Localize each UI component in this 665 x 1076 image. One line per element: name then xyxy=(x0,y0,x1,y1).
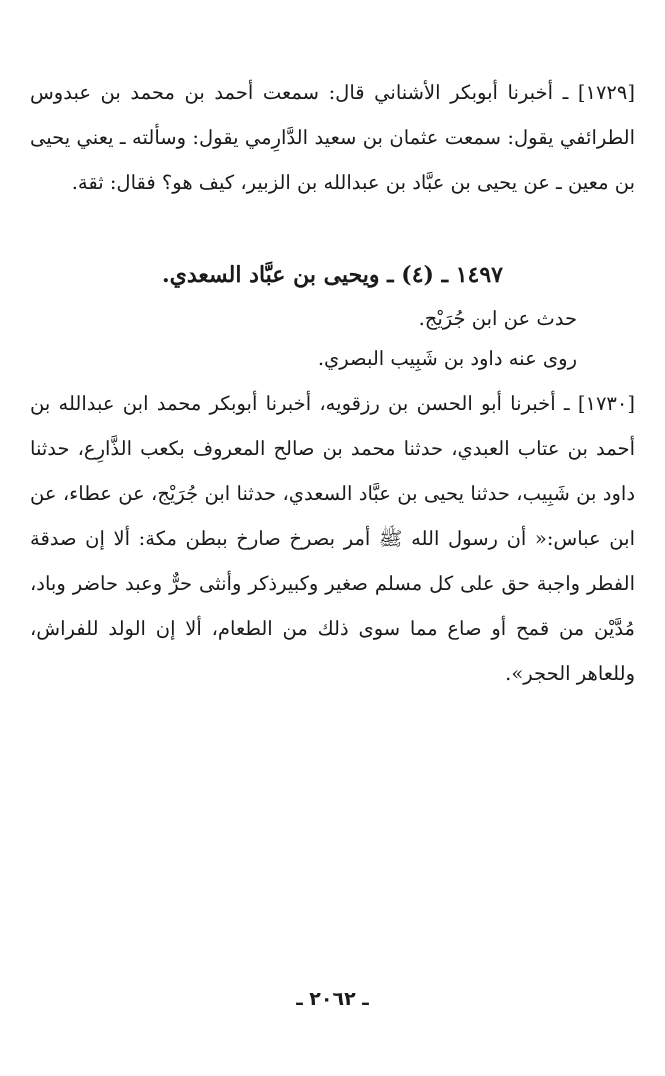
page-number: ـ ٢٠٦٢ ـ xyxy=(296,988,369,1010)
entry-1729-paragraph: [١٧٢٩] ـ أخبرنا أبوبكر الأشناني قال: سمعت أحمد بن محمد بن عبدوس الطرائفي يقول: سمعت عثمان بن سعيد الدَّارِمي يقول: وسألته ـ يعني يحيى بن معين ـ عن يحيى بن عبَّاد بن عبدالله بن الزبير، كيف هو؟ فقال: ثقة. xyxy=(30,81,635,194)
entry-1730-paragraph: [١٧٣٠] ـ أخبرنا أبو الحسن بن رزقويه، أخبرنا أبوبكر محمد ابن عبدالله بن أحمد بن عتاب العبدي، حدثنا محمد بن صالح المعروف بكعب الذَّارِع، حدثنا داود بن شَبِيب، حدثنا يحيى بن عبَّاد السعدي، حدثنا ابن جُرَيْج، عن عطاء، عن ابن عباس:« أن رسول الله ﷺ أمر بصرخ صارخ ببطن مكة: ألا إن صدقة الفطر واجبة حق على كل مسلم صغير وكبيرذكر وأنثى حرٌّ وعبد حاضر وباد، مُدَّيْن من قمح أو صاع مما سوى ذلك من الطعام، ألا إن الولد للفراش، وللعاهر الحجر». xyxy=(30,392,635,685)
narrated-by-line: روى عنه داود بن شَبِيب البصري. xyxy=(317,347,577,370)
page-body xyxy=(30,70,635,696)
narrated-from-line: حدث عن ابن جُرَيْج. xyxy=(418,307,577,330)
biography-heading: ١٤٩٧ ـ (٤) ـ ويحيى بن عبَّاد السعدي. xyxy=(162,262,503,288)
